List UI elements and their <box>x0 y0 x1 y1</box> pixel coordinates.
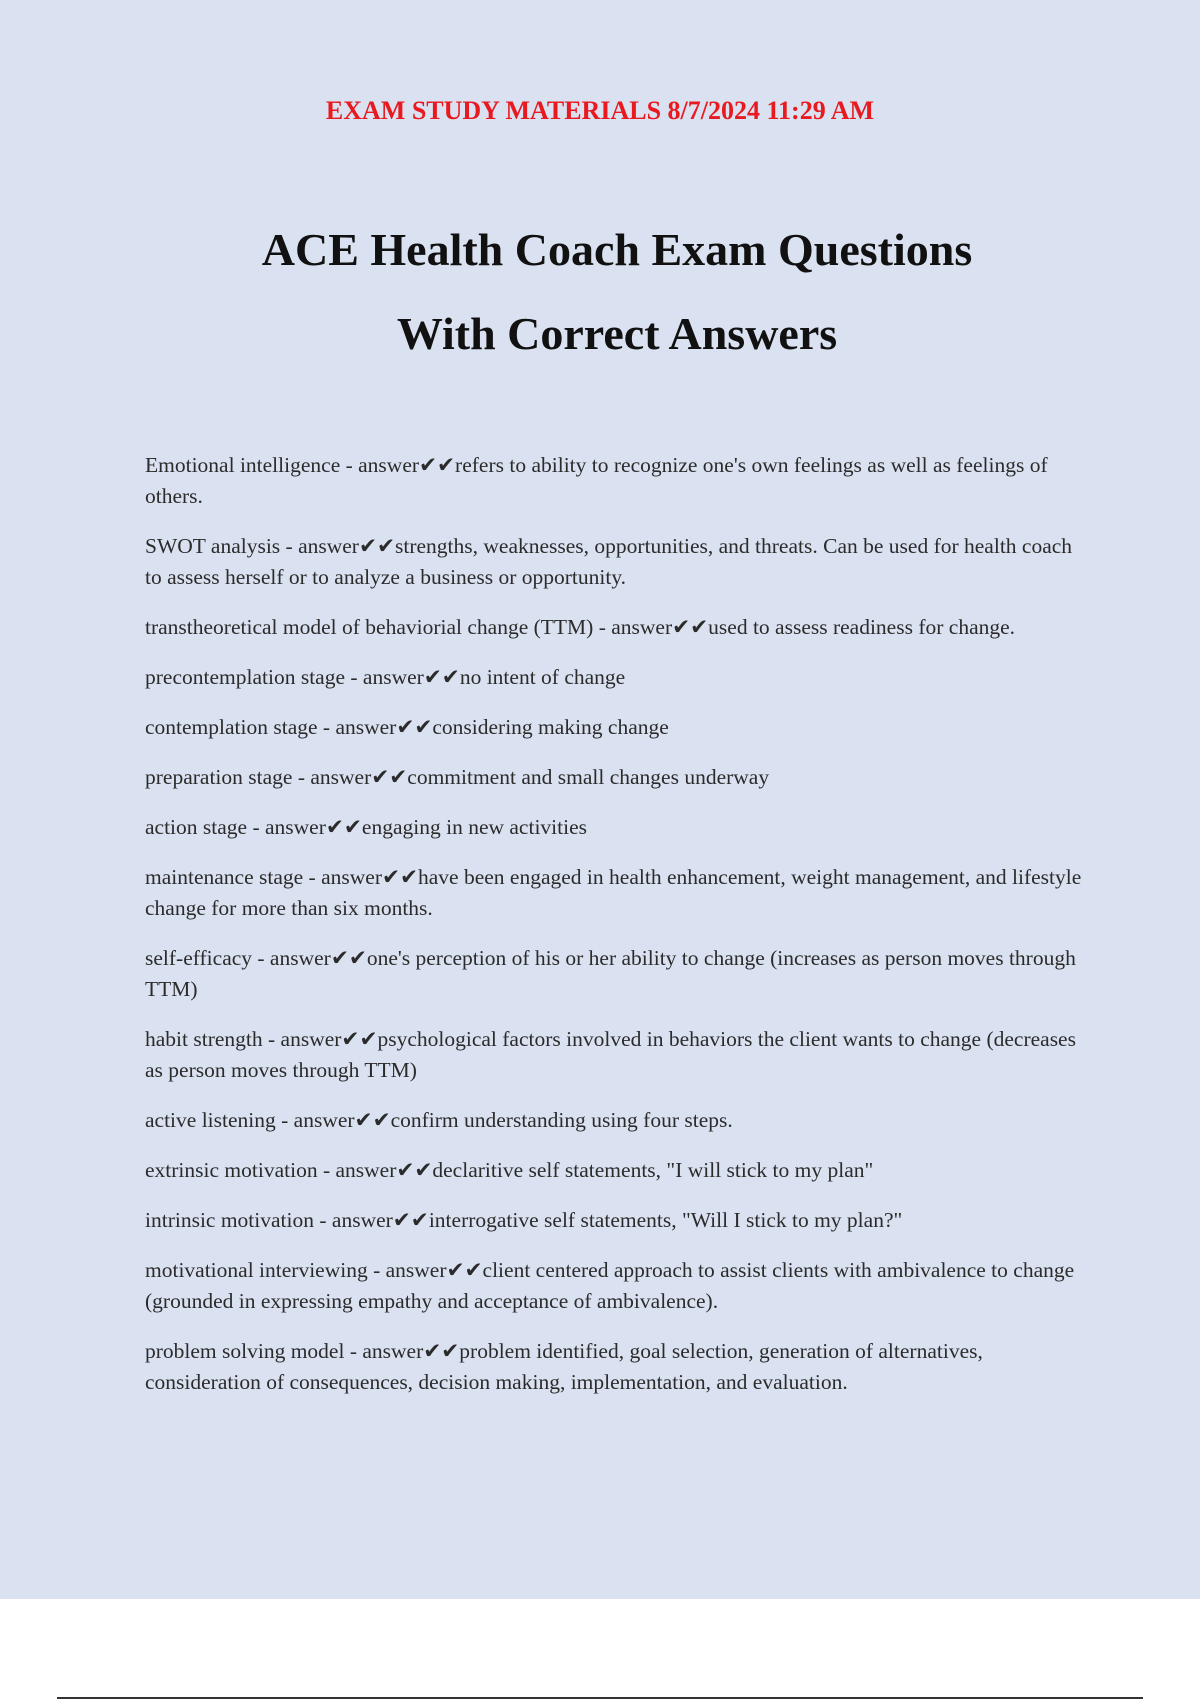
qa-entry: extrinsic motivation - answer✔✔declaritive self statements, "I will stick to my plan" <box>145 1158 874 1182</box>
qa-entry: preparation stage - answer✔✔commitment and small changes underway <box>145 765 770 789</box>
title-line-1: ACE Health Coach Exam Questions <box>261 224 973 275</box>
qa-entry: habit strength - answer✔✔psychological factors involved in behaviors the client wants to change (decreases as person moves through TTM) <box>145 1027 1076 1082</box>
title-line-2: With Correct Answers <box>396 308 838 359</box>
qa-entry: problem solving model - answer✔✔problem identified, goal selection, generation of alternatives, consideration of consequences, decision making, implementation, and evaluation. <box>145 1339 983 1394</box>
exam-stamp: EXAM STUDY MATERIALS 8/7/2024 11:29 AM <box>325 96 875 125</box>
qa-entry: SWOT analysis - answer✔✔strengths, weaknesses, opportunities, and threats. Can be used for health coach to assess herself or to analyze a business or opportunity. <box>145 534 1073 589</box>
qa-entry: active listening - answer✔✔confirm understanding using four steps. <box>145 1108 733 1132</box>
qa-entry: contemplation stage - answer✔✔considering making change <box>145 715 669 739</box>
qa-entry: self-efficacy - answer✔✔one's perception of his or her ability to change (increases as person moves through TTM) <box>145 946 1076 1001</box>
document-title <box>0 208 1200 376</box>
qa-entry: transtheoretical model of behaviorial change (TTM) - answer✔✔used to assess readiness for change. <box>145 615 1016 639</box>
footer-divider <box>57 1697 1143 1699</box>
qa-list <box>145 450 1090 1417</box>
qa-entry: precontemplation stage - answer✔✔no intent of change <box>145 665 626 689</box>
qa-entry: intrinsic motivation - answer✔✔interrogative self statements, "Will I stick to my plan?" <box>145 1208 903 1232</box>
qa-entry: motivational interviewing - answer✔✔client centered approach to assist clients with ambivalence to change (grounded in expressing empathy and acceptance of ambivalence). <box>145 1258 1075 1313</box>
qa-entry: Emotional intelligence - answer✔✔refers to ability to recognize one's own feelings as well as feelings of others. <box>145 453 1048 508</box>
qa-entry: action stage - answer✔✔engaging in new activities <box>145 815 587 839</box>
qa-entry: maintenance stage - answer✔✔have been engaged in health enhancement, weight management, and lifestyle change for more than six months. <box>145 865 1082 920</box>
